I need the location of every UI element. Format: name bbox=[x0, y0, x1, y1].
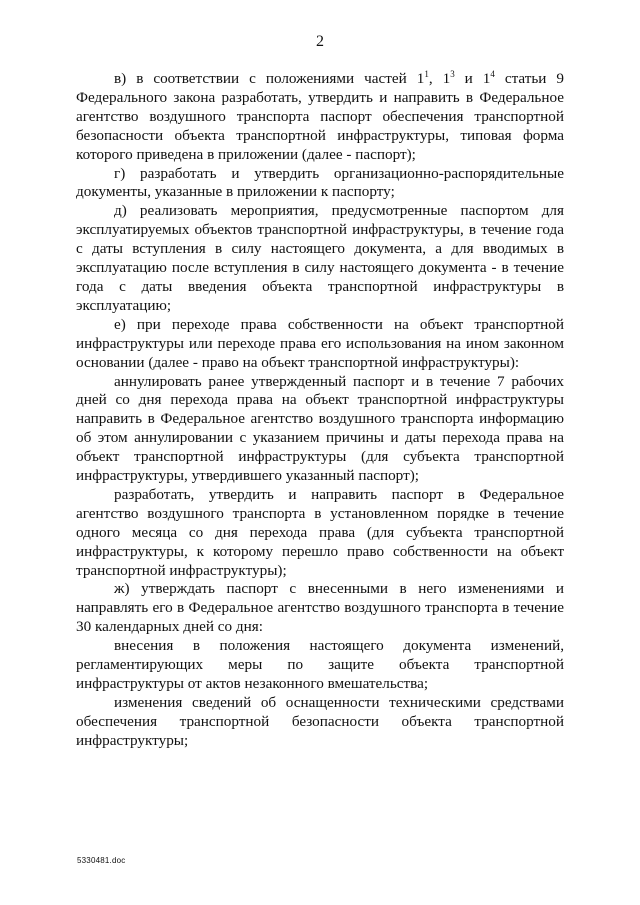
superscript-3: 3 bbox=[450, 69, 455, 79]
paragraph-v bbox=[76, 70, 564, 165]
paragraph-v-sep-2: и 1 bbox=[454, 70, 491, 87]
page-number: 2 bbox=[316, 33, 324, 50]
paragraph-zh: ж) утверждать паспорт с внесенными в него изменениями и направлять его в Федеральное агентство воздушного транспорта в течение 30 календарных дней со дня: bbox=[76, 580, 564, 636]
document-body bbox=[76, 70, 564, 751]
paragraph-g: г) разработать и утвердить организационно-распорядительные документы, указанные в приложении к паспорту; bbox=[76, 164, 564, 201]
footer-doc-id: 5330481.doc bbox=[77, 856, 126, 865]
superscript-4: 4 bbox=[490, 69, 495, 79]
superscript-1: 1 bbox=[424, 69, 429, 79]
paragraph-e-annul: аннулировать ранее утвержденный паспорт и в течение 7 рабочих дней со дня перехода права на объект транспортной инфраструктуры направить в Федеральное агентство воздушного транспорта информацию об этом аннулировании с указанием причины и даты перехода права на объект транспортной инфраструктуры (для субъекта транспортной инфраструктуры, утвердившего указанный паспорт); bbox=[76, 372, 564, 485]
paragraph-v-end: статьи 9 Федерального закона разработать, утвердить и направить в Федеральное агентство воздушного транспорта паспорт обеспечения транспортной безопасности объекта транспортной инфраструктуры, типовая форма которого приведена в приложении (далее - паспорт); bbox=[76, 70, 564, 163]
paragraph-e-develop: разработать, утвердить и направить паспорт в Федеральное агентство воздушного транспорта в установленном порядке в течение одного месяца со дня перехода права (для субъекта транспортной инфраструктуры, к которому перешло право собственности на объект транспортной инфраструктуры); bbox=[76, 485, 564, 579]
paragraph-zh-amendments: внесения в положения настоящего документа изменений, регламентирующих меры по защите объекта транспортной инфраструктуры от актов незаконного вмешательства; bbox=[76, 637, 564, 692]
paragraph-e: е) при переходе права собственности на объект транспортной инфраструктуры или переходе права его использования на ином законном основании (далее - право на объект транспортной инфраструктуры): bbox=[76, 315, 564, 371]
paragraph-d: д) реализовать мероприятия, предусмотренные паспортом для эксплуатируемых объектов транспортной инфраструктуры, в течение года с даты вступления в силу настоящего документа, а для вводимых в эксплуатацию после вступления в силу настоящего документа - в течение года с даты введения объекта транспортной инфраструктуры в эксплуатацию; bbox=[76, 202, 564, 314]
paragraph-v-start: в) в соответствии с положениями частей 1 bbox=[114, 70, 425, 87]
paragraph-v-sep-1: , 1 bbox=[428, 70, 451, 87]
paragraph-zh-equipment: изменения сведений об оснащенности техническими средствами обеспечения транспортной безопасности объекта транспортной инфраструктуры; bbox=[76, 693, 564, 749]
